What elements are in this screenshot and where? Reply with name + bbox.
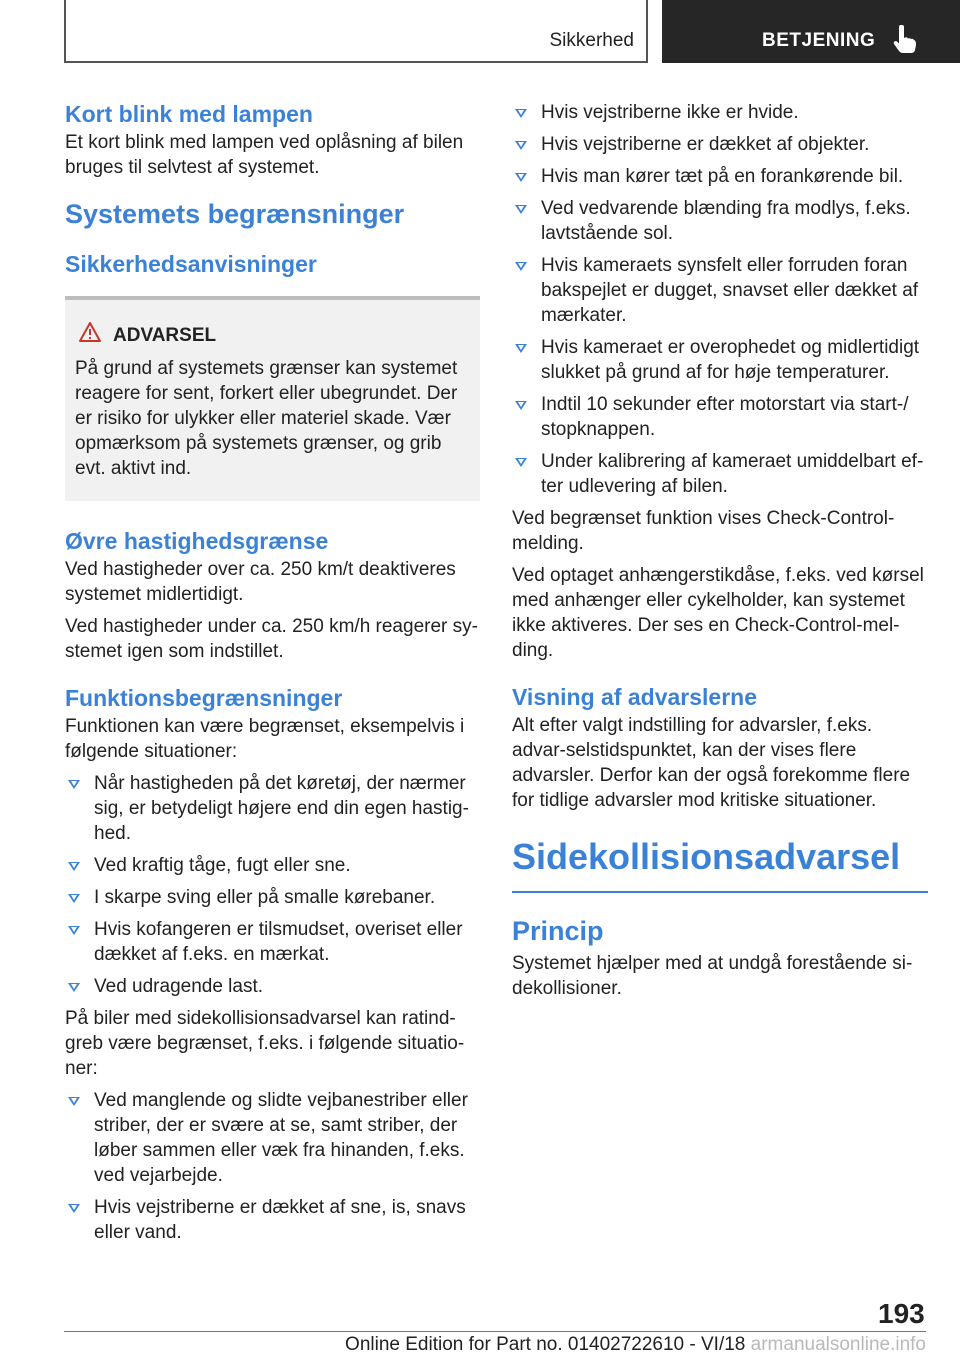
list-item: Hvis man kører tæt på en forankørende bil. — [512, 164, 928, 189]
list-item: Hvis vejstriberne ikke er hvide. — [512, 100, 928, 125]
heading-sidekollisionsadvarsel: Sidekollisionsadvarsel — [512, 835, 928, 893]
heading-princip: Princip — [512, 916, 604, 946]
warning-triangle-icon — [75, 322, 113, 349]
list-item: Hvis vejstriberne er dækket af sne, is, snavs eller vand. — [65, 1195, 480, 1245]
list-item: Under kalibrering af kameraet umiddelbart ef-ter udlevering af bilen. — [512, 449, 928, 499]
left-column — [65, 100, 480, 1245]
warning-header — [75, 322, 470, 349]
list-item: Når hastigheden på det køretøj, der nærmer sig, er betydeligt højere end din egen hastig-hed. — [65, 771, 480, 846]
paragraph-check-control: Ved begrænset funktion vises Check-Control-melding. — [512, 508, 895, 554]
heading-systemets-begraensninger: Systemets begrænsninger — [65, 199, 405, 229]
paragraph-ovre-1: Ved hastigheder over ca. 250 km/t deaktiveres systemet midlertidigt. — [65, 559, 456, 605]
paragraph-ovre-2: Ved hastigheder under ca. 250 km/h reagerer sy-stemet igen som indstillet. — [65, 616, 478, 662]
header-section-title: Sikkerhed — [549, 30, 634, 51]
warning-box — [65, 296, 480, 501]
heading-funktionsbegraensninger: Funktionsbegrænsninger — [65, 685, 343, 711]
footer-divider — [64, 1331, 926, 1332]
list-item: Hvis vejstriberne er dækket af objekter. — [512, 132, 928, 157]
bullet-list-situations — [65, 771, 480, 999]
hand-pointer-icon — [890, 25, 920, 60]
heading-kort-blink: Kort blink med lampen — [65, 101, 313, 127]
heading-visning: Visning af advarslerne — [512, 684, 758, 710]
list-item: Ved kraftig tåge, fugt eller sne. — [65, 853, 480, 878]
list-item: Hvis kofangeren er tilsmudset, overiset eller dækket af f.eks. en mærkat. — [65, 917, 480, 967]
paragraph-anhaenger: Ved optaget anhængerstikdåse, f.eks. ved kørsel med anhænger eller cykelholder, kan systemet ikke aktiveres. Der ses en Check-Control-mel-ding. — [512, 565, 924, 661]
bullet-list-continued — [512, 100, 928, 499]
list-item: I skarpe sving eller på smalle kørebaner. — [65, 885, 480, 910]
warning-title: ADVARSEL — [113, 325, 217, 346]
paragraph-biler: På biler med sidekollisionsadvarsel kan ratind-greb være begrænset, f.eks. i følgende situatio-ner: — [65, 1008, 465, 1079]
paragraph-kort-blink: Et kort blink med lampen ved oplåsning af bilen bruges til selvtest af systemet. — [65, 132, 464, 178]
paragraph-princip: Systemet hjælper med at undgå forestående si-dekollisioner. — [512, 953, 913, 999]
list-item: Indtil 10 sekunder efter motorstart via start-/ stopknappen. — [512, 392, 928, 442]
footer — [64, 1334, 926, 1356]
list-item: Hvis kameraet er overophedet og midlertidigt slukket på grund af for høje temperaturer. — [512, 335, 928, 385]
paragraph-visning: Alt efter valgt indstilling for advarsler, f.eks. advar-selstidspunktet, kan der vises flere advarsler. Derfor kan der også forekomme flere for tidlige advarsler mod kritiske situationer. — [512, 715, 911, 811]
paragraph-funktion: Funktionen kan være begrænset, eksempelvis i følgende situationer: — [65, 716, 465, 762]
footer-edition: Online Edition for Part no. 01402722610 - VI/18 — [345, 1334, 746, 1355]
heading-sikkerhedsanvisninger: Sikkerhedsanvisninger — [65, 251, 317, 277]
bullet-list-lane — [65, 1088, 480, 1245]
page-number: 193 — [878, 1298, 925, 1329]
warning-text: På grund af systemets grænser kan systemet reagere for sent, forkert eller ubegrundet. Der er risiko for ulykker eller materiel skade. Vær opmærksom på systemets grænser, og grib evt. aktivt ind. — [75, 358, 458, 479]
heading-ovre-hastighedsgraense: Øvre hastighedsgrænse — [65, 528, 329, 554]
list-item: Ved manglende og slidte vejbanestriber eller striber, der er svære at se, samt striber, der løber sammen eller væk fra hinanden, f.eks. ved vejarbejde. — [65, 1088, 480, 1188]
footer-watermark: armanualsonline.info — [750, 1334, 926, 1355]
right-column — [512, 100, 928, 1001]
list-item: Hvis kameraets synsfelt eller forruden foran bakspejlet er dugget, snavset eller dækket af mærkater. — [512, 253, 928, 328]
list-item: Ved vedvarende blænding fra modlys, f.eks. lavtstående sol. — [512, 196, 928, 246]
header-chapter-label: BETJENING — [762, 30, 876, 51]
header-section-box — [64, 0, 648, 63]
list-item: Ved udragende last. — [65, 974, 480, 999]
